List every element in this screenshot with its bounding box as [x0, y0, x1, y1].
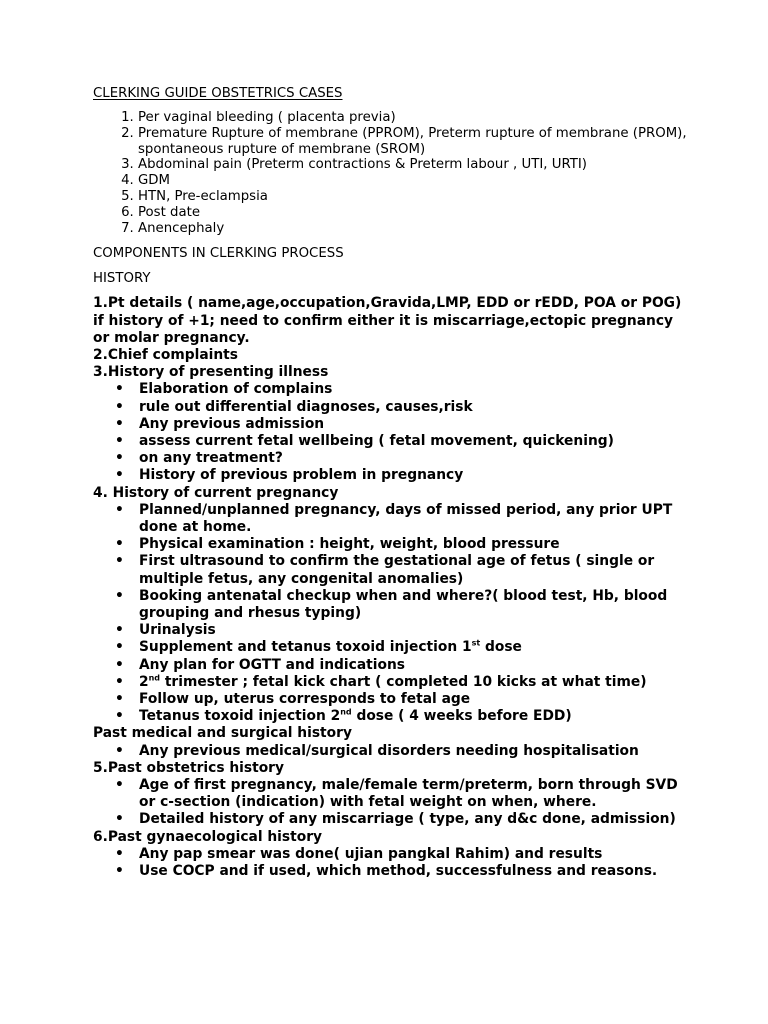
history-note: if history of +1; need to confirm either it is miscarriage,ectopic pregnancy or molar pregnancy.	[93, 312, 674, 346]
document-title: CLERKING GUIDE OBSTETRICS CASES	[93, 86, 343, 101]
current-pregnancy-item: • Physical examination : height, weight, blood pressure	[139, 536, 693, 553]
past-obstetrics-list	[93, 777, 693, 829]
supplement-text-end: dose	[480, 639, 522, 656]
hpi-item: • History of previous problem in pregnancy	[139, 467, 693, 484]
hpi-heading: 3.History of presenting illness	[93, 364, 329, 381]
past-gynae-item: • Use COCP and if used, which method, successfulness and reasons.	[139, 863, 693, 880]
hpi-item: • rule out differential diagnoses, causes,risk	[139, 399, 693, 416]
hpi-item: • on any treatment?	[139, 450, 693, 467]
case-item: 4. GDM	[138, 173, 693, 189]
current-pregnancy-item	[139, 674, 693, 691]
tetanus-text: Tetanus toxoid injection 2	[139, 708, 341, 725]
current-pregnancy-item: • Any plan for OGTT and indications	[139, 657, 693, 674]
past-obstetrics-heading: 5.Past obstetrics history	[93, 759, 284, 776]
past-gynae-item: • Any pap smear was done( ujian pangkal Rahim) and results	[139, 846, 693, 863]
case-item: 7. Anencephaly	[138, 221, 693, 237]
case-item: 6. Post date	[138, 205, 693, 221]
trimester-number: 2	[139, 673, 149, 690]
tetanus-text-end: dose ( 4 weeks before EDD)	[351, 708, 572, 725]
case-item: 1. Per vaginal bleeding ( placenta previa)	[138, 110, 693, 126]
supplement-superscript: st	[471, 638, 481, 648]
current-pregnancy-item: • Planned/unplanned pregnancy, days of missed period, any prior UPT done at home.	[139, 502, 693, 536]
past-medical-heading: Past medical and surgical history	[93, 725, 352, 742]
past-medical-list	[93, 743, 693, 760]
current-pregnancy-heading: 4. History of current pregnancy	[93, 484, 339, 501]
hpi-list	[93, 381, 693, 484]
hpi-item: • Elaboration of complains	[139, 381, 693, 398]
pt-details-line: 1.Pt details ( name,age,occupation,Gravida,LMP, EDD or rEDD, POA or POG)	[93, 295, 682, 312]
pt-details-section	[93, 295, 693, 880]
past-gynae-list	[93, 846, 693, 880]
current-pregnancy-item	[139, 708, 693, 725]
case-item: 2. Premature Rupture of membrane (PPROM), Preterm rupture of membrane (PROM), spontaneous rupture of membrane (SROM)	[138, 126, 693, 158]
current-pregnancy-item: • Follow up, uterus corresponds to fetal age	[139, 691, 693, 708]
current-pregnancy-item: • Urinalysis	[139, 622, 693, 639]
past-medical-item: • Any previous medical/surgical disorders needing hospitalisation	[139, 743, 693, 760]
current-pregnancy-list	[93, 502, 693, 726]
case-item: 3. Abdominal pain (Preterm contractions & Preterm labour , UTI, URTI)	[138, 157, 693, 173]
current-pregnancy-item: • Booking antenatal checkup when and where?( blood test, Hb, blood grouping and rhesus typing)	[139, 588, 693, 622]
tetanus-superscript: nd	[340, 707, 352, 717]
trimester-text: trimester ; fetal kick chart ( completed 10 kicks at what time)	[160, 673, 647, 690]
components-heading: COMPONENTS IN CLERKING PROCESS	[93, 246, 344, 262]
document-page	[93, 86, 693, 880]
hpi-item: • assess current fetal wellbeing ( fetal movement, quickening)	[139, 433, 693, 450]
past-obstetrics-item: • Age of first pregnancy, male/female term/preterm, born through SVD or c-section (indication) with fetal weight on when, where.	[139, 777, 693, 811]
case-item: 5. HTN, Pre-eclampsia	[138, 189, 693, 205]
chief-complaints-heading: 2.Chief complaints	[93, 346, 238, 363]
trimester-superscript: nd	[148, 673, 161, 683]
past-gynae-heading: 6.Past gynaecological history	[93, 828, 322, 845]
past-obstetrics-item: • Detailed history of any miscarriage ( type, any d&c done, admission)	[139, 811, 693, 828]
supplement-text: Supplement and tetanus toxoid injection 1	[139, 639, 472, 656]
current-pregnancy-item: • First ultrasound to confirm the gestational age of fetus ( single or multiple fetus, any congenital anomalies)	[139, 553, 693, 587]
current-pregnancy-item	[139, 639, 693, 656]
hpi-item: • Any previous admission	[139, 416, 693, 433]
history-heading: HISTORY	[93, 271, 151, 287]
cases-list	[93, 110, 693, 236]
